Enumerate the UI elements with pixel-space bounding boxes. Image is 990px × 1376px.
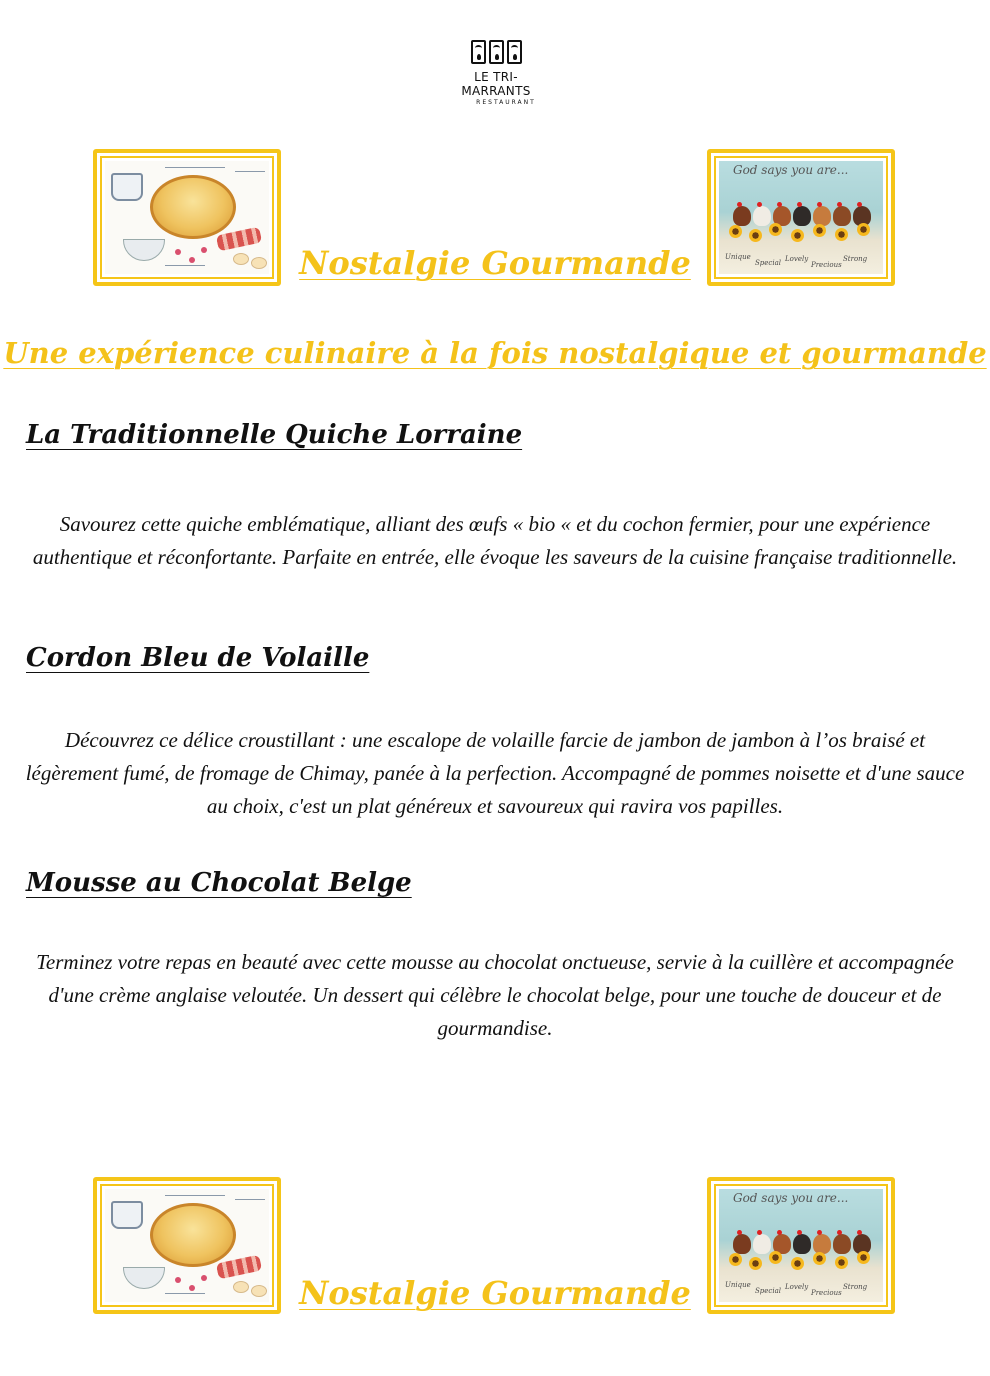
image-caption: God says you are... <box>733 163 849 177</box>
footer-title: Nostalgie Gourmande <box>299 1274 691 1312</box>
dish-title-cordon-bleu: Cordon Bleu de Volaille <box>26 643 370 673</box>
logo-name: LE TRI-MARRANTS <box>461 70 531 98</box>
chickens-sunflowers-illustration-icon: God says you are... Unique Special Lovely Precious Strong <box>719 1189 883 1302</box>
chickens-sunflowers-illustration-icon: God says you are... Unique Special Lovely Precious Strong <box>719 161 883 274</box>
logo-subtitle: RESTAURANT <box>476 99 536 106</box>
page-title: Nostalgie Gourmande <box>299 244 691 282</box>
dish-description-cordon-bleu: Découvrez ce délice croustillant : une escalope de volaille farcie de jambon de jambon à l’os braisé et légèrement fumé, de fromage de Chimay, panée à la perfection. Accompagné de pommes noisette et d'une sauce au choix, c'est un plat généreux et savoureux qui ravira vos papilles. <box>25 728 965 818</box>
dish-description-mousse: Terminez votre repas en beauté avec cette mousse au chocolat onctueuse, servie à la cuillère et accompagnée d'une crème anglaise veloutée. Un dessert qui célèbre le chocolat belge, pour une touche de douceur et de gourmandise. <box>36 950 954 1040</box>
dish-description-quiche: Savourez cette quiche emblématique, alliant des œufs « bio « et du cochon fermier, pour une expérience authentique et réconfortante. Parfaite en entrée, elle évoque les saveurs de la cuisine française traditionnelle. <box>32 512 958 569</box>
dish-title-mousse: Mousse au Chocolat Belge <box>26 868 412 898</box>
dish-title-quiche: La Traditionnelle Quiche Lorraine <box>26 420 523 450</box>
cups-icon <box>441 40 551 64</box>
page-subtitle: Une expérience culinaire à la fois nostalgique et gourmande <box>3 336 987 370</box>
restaurant-logo <box>441 40 551 118</box>
image-caption: God says you are... <box>733 1191 849 1205</box>
